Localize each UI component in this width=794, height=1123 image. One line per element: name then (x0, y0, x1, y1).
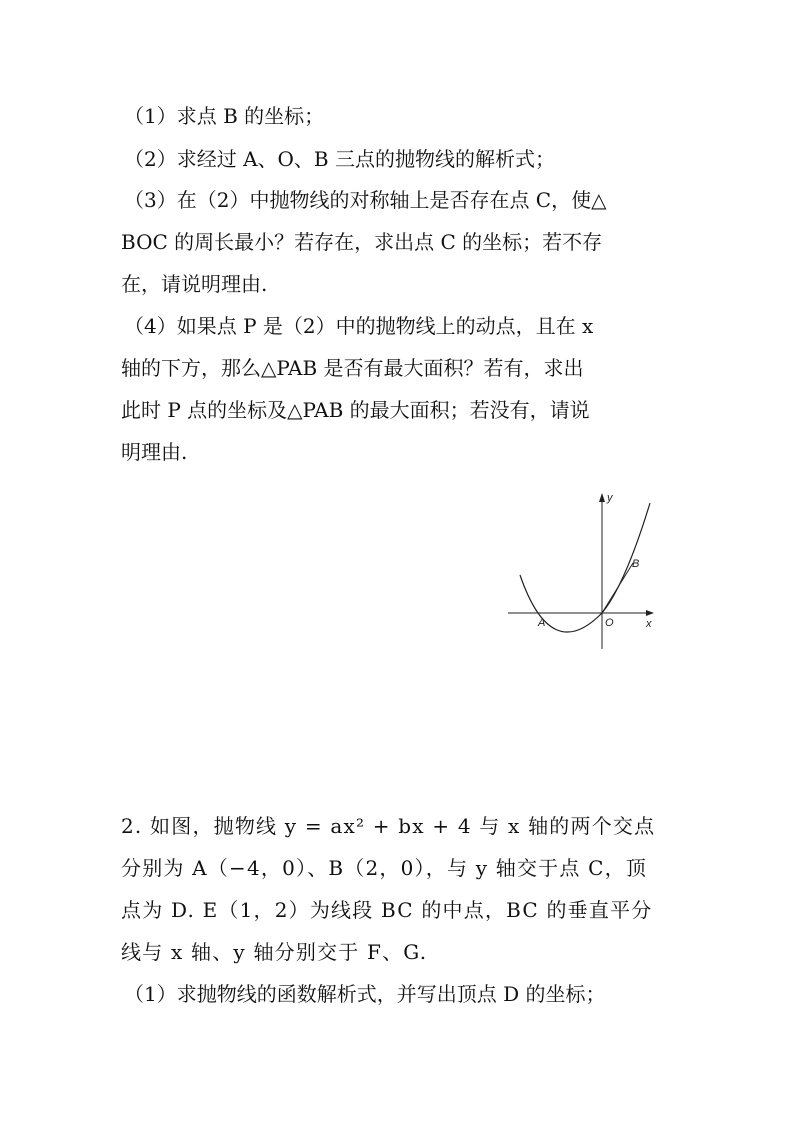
problem1-part3-line1: （3）在（2）中抛物线的对称轴上是否存在点 C，使△ (124, 188, 607, 212)
problem2-line2: 分别为 A（−4，0）、B（2，0），与 y 轴交于点 C，顶 (121, 856, 648, 880)
point-a-label: A (538, 617, 546, 629)
problem2-line4: 线与 x 轴、y 轴分别交于 F、G. (121, 940, 428, 964)
problem1-part1: （1）求点 B 的坐标； (124, 104, 325, 128)
problem1-part3-line2: BOC 的周长最小？若存在，求出点 C 的坐标；若不存 (121, 230, 603, 254)
problem1-part4-line2: 轴的下方，那么△PAB 是否有最大面积？若有，求出 (121, 356, 584, 380)
problem1-part4-line3: 此时 P 点的坐标及△PAB 的最大面积；若没有，请说 (121, 398, 590, 422)
problem1-part4-line4: 明理由. (121, 440, 188, 464)
problem1-part4-line1: （4）如果点 P 是（2）中的抛物线上的动点，且在 x (124, 314, 594, 338)
x-axis-label: x (646, 618, 652, 630)
problem2-line1: 2. 如图，抛物线 y = ax² + bx + 4 与 x 轴的两个交点 (121, 814, 656, 838)
problem2-line3: 点为 D. E（1，2）为线段 BC 的中点，BC 的垂直平分 (121, 898, 653, 922)
y-axis-label: y (607, 492, 613, 504)
x-axis-arrow-icon (646, 610, 654, 616)
parabola-figure (500, 487, 670, 657)
point-o-label: O (605, 617, 614, 629)
segment-ob (602, 563, 633, 613)
point-b-label: B (632, 558, 640, 570)
y-axis-arrow-icon (599, 493, 605, 502)
problem1-part2: （2）求经过 A、O、B 三点的抛物线的解析式； (124, 147, 555, 171)
problem2-part1: （1）求抛物线的函数解析式，并写出顶点 D 的坐标； (124, 982, 606, 1006)
problem1-part3-line3: 在，请说明理由. (121, 272, 268, 296)
parabola-figure-svg (500, 487, 670, 657)
